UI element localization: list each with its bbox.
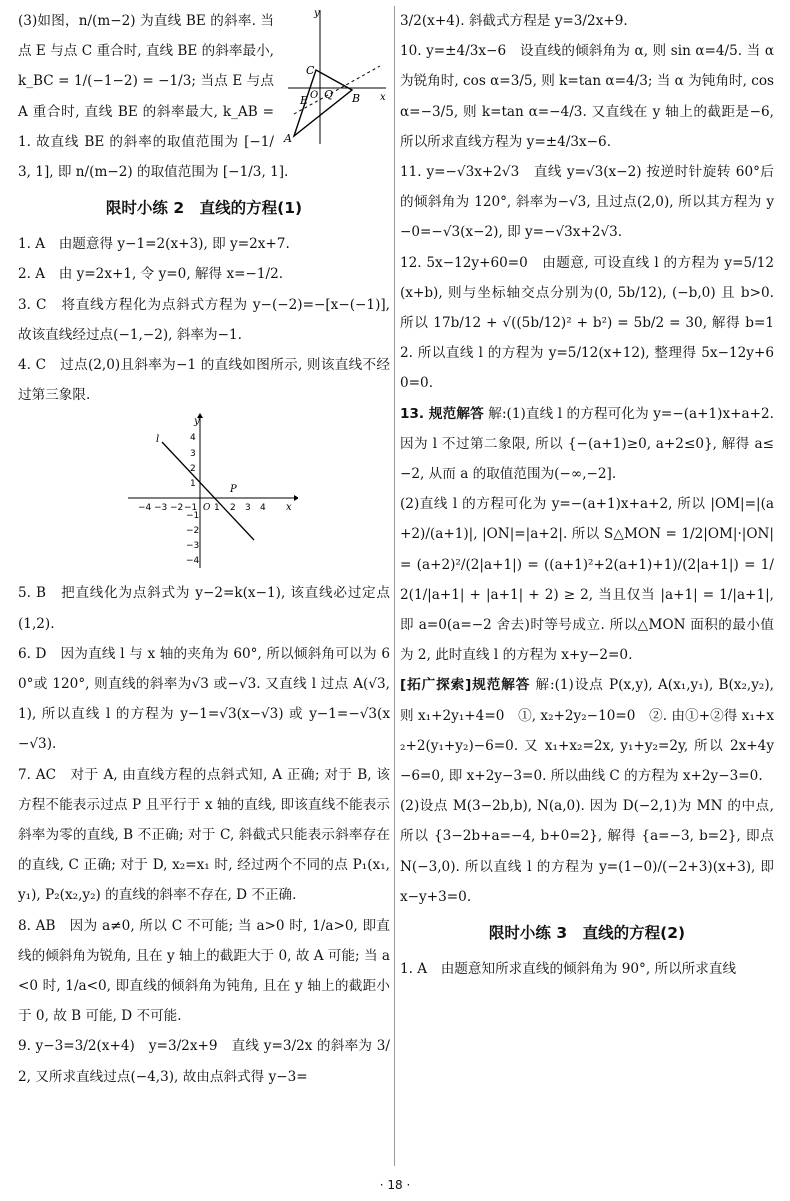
answer-6: 6. D 因为直线 l 与 x 轴的夹角为 60°, 所以倾斜角可以为 60°或 120°, 则直线的斜率为√3 或−√3. 又直线 l 过点 A(√3,1), 所以直线 l 的方程为 y−1=√3(x−√3) 或 y−1=−√3(x−√3). [18, 645, 390, 753]
answer-12: 12. 5x−12y+60=0 由题意, 可设直线 l 的方程为 y=5/12(x+b), 则与坐标轴交点分别为(0, 5b/12), (−b,0) 且 b>0. 所以 17b/12 + √((5b/12)² + b²) = 5b/2 = 30, 解得 b=12. 所以直线 l 的方程为 y=5/12(x+12), 整理得 5x−12y+60=0. [400, 254, 774, 392]
fig1-label-x: x [380, 92, 386, 103]
fig1-label-o: O [310, 90, 319, 101]
extension-answer [400, 670, 774, 791]
answer-3: 3. C 将直线方程化为点斜式方程为 y−(−2)=−[x−(−1)], 故该直线经过点(−1,−2), 斜率为−1. [18, 296, 390, 343]
fig2-label-l: l [156, 434, 160, 446]
extension-tag: [拓广探索]规范解答 [400, 677, 531, 694]
fig2-x-tick: −1 [184, 503, 198, 514]
fig2-y-tick: 3 [190, 449, 196, 460]
fig1-label-c: C [306, 64, 315, 77]
fig2-label-x: x [286, 502, 292, 514]
fig2-y-tick: 1 [190, 479, 196, 490]
fig2-x-tick: −2 [170, 503, 184, 514]
fig2-y-tick-labels [186, 433, 200, 566]
fig2-y-tick: 4 [190, 433, 196, 444]
answer-9: 9. y−3=3/2(x+4) y=3/2x+9 直线 y=3/2x 的斜率为 3/2, 又所求直线过点(−4,3), 故由点斜式得 y−3= [18, 1038, 390, 1085]
fig1-label-e: E [300, 94, 309, 107]
column-divider [394, 6, 395, 1166]
fig2-x-tick: 2 [230, 503, 236, 514]
fig2-y-tick: −3 [186, 541, 200, 552]
answer-13-tag: 13. 规范解答 [400, 405, 484, 422]
triangle-figure [280, 6, 390, 146]
fig2-x-tick-labels [138, 503, 266, 513]
answer-9-continued: 3/2(x+4). 斜截式方程是 y=3/2x+9. [400, 13, 628, 29]
answer-8: 8. AB 因为 a≠0, 所以 C 不可能; 当 a>0 时, 1/a>0, 即直线的倾斜角为锐角, 且在 y 轴上的截距大于 0, 故 A 可能; 当 a<0 时, 1/a<0, 即直线的倾斜角为钝角, 且在 y 轴上的截距小于 0, 故 B 可能, D 不可能. [18, 917, 390, 1025]
fig2-label-y: y [194, 416, 200, 428]
answer-2: 2. A 由 y=2x+1, 令 y=0, 解得 x=−1/2. [18, 266, 284, 283]
fig2-line-l [162, 442, 254, 540]
answer-5: 5. B 把直线化为点斜式为 y−2=k(x−1), 该直线必过定点(1,2). [18, 585, 390, 632]
answer-13-part2: (2)直线 l 的方程可化为 y=−(a+1)x+a+2, 所以 |OM|=|(a+2)/(a+1)|, |ON|=|a+2|. 所以 S△MON = 1/2|OM|·|ON| = (a+2)²/(2|a+1|) = ((a+1)²+2(a+1)+1)/(2|a+1|) = 1/2(1/|a+1| + |a+1| + 2) ≥ 2, 当且仅当 |a+1| = 1/|a+1|, 即 a=0(a=−2 舍去)时等号成立. 所以△MON 面积的最小值为 2, 此时直线 l 的方程为 x+y−2=0. [400, 496, 774, 664]
fig2-y-tick: 2 [190, 464, 196, 475]
fig2-y-tick: −2 [186, 526, 200, 537]
answer-3-continued: (3)如图，n/(m−2) 为直线 BE 的斜率. 当点 E 与点 C 重合时, 直线 BE 的斜率最小, k_BC = 1/(−1−2) = −1/3; 当点 E 与点 A 重合时, 直线 BE 的斜率最大, k_AB = 1. 故直线 BE 的斜率的取值范围为 [−1/3, 1], 即 n/(m−2) 的取值范围为 [−1/3, 1]. [18, 13, 289, 181]
fig1-label-q: Q [324, 88, 334, 101]
fig2-label-o: O [203, 503, 211, 514]
section-title-3: 限时小练 3 直线的方程(2) [488, 924, 686, 943]
line-graph-figure [118, 412, 298, 572]
page-number: · 18 · [379, 1178, 411, 1192]
left-column [18, 6, 390, 1092]
fig2-x-arrow [294, 495, 298, 501]
fig1-label-y: y [314, 8, 320, 19]
answer-13 [400, 399, 774, 490]
answer-13-part1: 解:(1)直线 l 的方程可化为 y=−(a+1)x+a+2. 因为 l 不过第二象限, 所以 {−(a+1)≥0, a+2≤0}, 解得 a≤−2, 从而 a 的取值范围为(−∞,−2]. [400, 405, 774, 483]
fig2-x-tick: 1 [214, 503, 220, 514]
answer-1: 1. A 由题意得 y−1=2(x+3), 即 y=2x+7. [18, 236, 290, 253]
fig2-x-tick: 3 [245, 503, 251, 514]
fig1-label-a: A [284, 132, 292, 145]
right-column [400, 6, 774, 984]
fig1-label-b: B [352, 92, 361, 105]
extension-part2: (2)设点 M(3−2b,b), N(a,0). 因为 D(−2,1)为 MN 的中点, 所以 {3−2b+a=−4, b+0=2}, 解得 {a=−3, b=2}, 即点 N(−3,0). 所以直线 l 的方程为 y=(1−0)/(−2+3)(x+3), 即 x−y+3=0. [400, 798, 774, 905]
fig2-x-tick: −3 [154, 503, 168, 514]
fig2-label-p: P [230, 484, 237, 496]
answer-3-1: 1. A 由题意知所求直线的倾斜角为 90°, 所以所求直线 [400, 961, 737, 978]
answer-10: 10. y=±4/3x−6 设直线的倾斜角为 α, 则 sin α=4/5. 当 α 为锐角时, cos α=3/5, 则 k=tan α=4/3; 当 α 为钝角时, cos α=−3/5, 则 k=tan α=−4/3. 又直线在 y 轴上的截距是−6, 所以所求直线方程为 y=±4/3x−6. [400, 43, 774, 150]
answer-7: 7. AC 对于 A, 由直线方程的点斜式知, A 正确; 对于 B, 该方程不能表示过点 P 且平行于 x 轴的直线, 即该直线不能表示斜率为零的直线, B 不正确; 对于 C, 斜截式只能表示斜率存在的直线, C 正确; 对于 D, x₂=x₁ 时, 经过两个不同的点 P₁(x₁,y₁), P₂(x₂,y₂) 的直线的斜率不存在, D 不正确. [18, 766, 390, 904]
fig2-y-tick: −1 [186, 511, 200, 522]
section-title-2: 限时小练 2 直线的方程(1) [105, 199, 303, 218]
extension-part1: 解:(1)设点 P(x,y), A(x₁,y₁), B(x₂,y₂), 则 x₁+2y₁+4=0 ①, x₂+2y₂−10=0 ②. 由①+②得 x₁+x₂+2(y₁+y₂)−6=0. 又 x₁+x₂=2x, y₁+y₂=2y, 所以 2x+4y−6=0, 即 x+2y−3=0. 所以曲线 C 的方程为 x+2y−3=0. [400, 677, 774, 785]
answer-11: 11. y=−√3x+2√3 直线 y=√3(x−2) 按逆时针旋转 60°后的倾斜角为 120°, 斜率为−√3, 且过点(2,0), 所以其方程为 y−0=−√3(x−2), 即 y=−√3x+2√3. [400, 164, 774, 241]
fig2-x-tick: −4 [138, 503, 152, 514]
fig2-y-tick: −4 [186, 556, 200, 567]
fig2-x-tick: 4 [260, 503, 266, 514]
answer-4: 4. C 过点(2,0)且斜率为−1 的直线如图所示, 则该直线不经过第三象限. [18, 357, 390, 404]
